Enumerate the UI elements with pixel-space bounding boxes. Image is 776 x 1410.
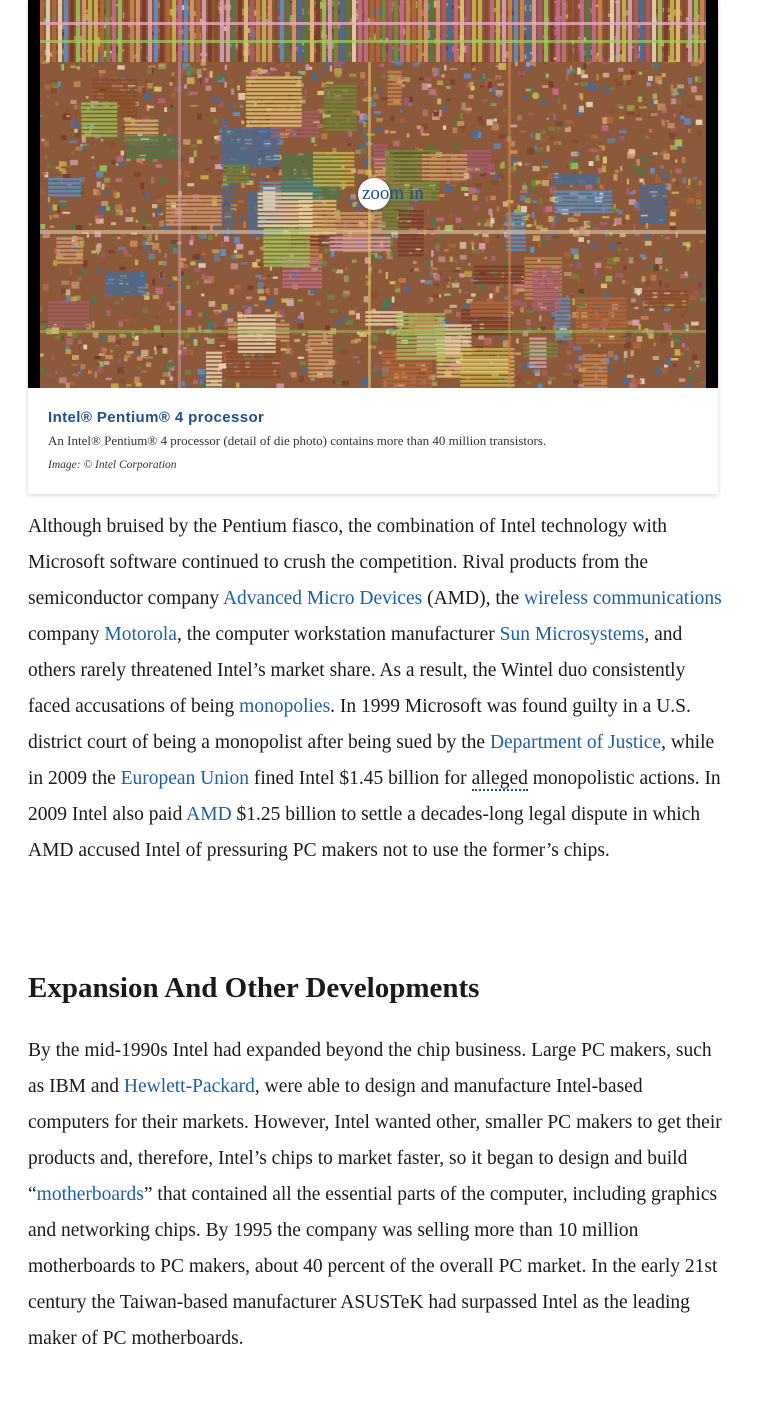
text-run: monopolistic actions. In 2009 Intel also paid [28, 768, 721, 825]
text-run: , while in 2009 the [28, 732, 715, 789]
article-paragraph-2 [28, 1033, 728, 1357]
link-department-of-justice[interactable]: Department of Justice [489, 732, 662, 753]
text-run: fined Intel $1.45 billion for [248, 768, 472, 789]
text-run: By the mid-1990s Intel had expanded beyond the chip business. Large PC makers, such as IBM and [28, 1040, 712, 1097]
zoom-in-label[interactable]: zoom in [362, 183, 424, 204]
link-hewlett-packard[interactable]: Hewlett-Packard [123, 1076, 255, 1097]
figure-caption [48, 408, 698, 476]
text-run: Although bruised by the Pentium fiasco, the combination of Intel technology with Microsoft software continued to crush the competition. Rival products from the semiconductor company [28, 516, 668, 609]
text-run: ” that contained all the essential parts of the computer, including graphics and networking chips. By 1995 the company was selling more than 10 million motherboards to PC makers, about 40 percent of the overall PC market. In the early 21st century the Taiwan-based manufacturer ASUSTeK had surpassed Intel as the leading maker of PC motherboards. [28, 1184, 718, 1349]
caption-title: Intel® Pentium® 4 processor [48, 409, 265, 426]
text-run: company [28, 624, 105, 645]
text-run: , were able to design and manufacture Intel-based computers for their markets. However, Intel wanted other, smaller PC makers to get their products and, therefore, Intel’s chips to market faster, so it began to design and build “ [28, 1076, 722, 1205]
text-run: . In 1999 Microsoft was found guilty in a U.S. district court of being a monopolist after being sued by the [28, 696, 691, 753]
link-amd[interactable]: AMD [186, 804, 232, 825]
link-monopolies[interactable]: monopolies [239, 696, 331, 717]
text-run: $1.25 billion to settle a decades-long legal dispute in which AMD accused Intel of pressuring PC makers not to use the former’s chips. [28, 804, 701, 861]
caption-text: An Intel® Pentium® 4 processor (detail of die photo) contains more than 40 million transistors. [48, 433, 547, 448]
link-motherboards[interactable]: motherboards [36, 1184, 144, 1205]
image-figure [28, 0, 718, 494]
article-paragraph-1 [28, 509, 728, 869]
link-advanced-micro-devices[interactable]: Advanced Micro Devices [222, 588, 423, 609]
section-heading: Expansion And Other Developments [28, 972, 480, 1004]
link-sun-microsystems[interactable]: Sun Microsystems [499, 624, 645, 645]
link-wireless-communications[interactable]: wireless communications [524, 588, 722, 609]
text-run: (AMD), the [422, 588, 525, 609]
text-run: , the computer workstation manufacturer [176, 624, 500, 645]
term-alleged[interactable]: alleged [471, 768, 528, 789]
link-european-union[interactable]: European Union [120, 768, 249, 789]
text-run: , and others rarely threatened Intel’s market share. As a result, the Wintel duo consistently faced accusations of being [28, 624, 686, 717]
image-credit: Image: © Intel Corporation [48, 459, 177, 471]
link-motorola[interactable]: Motorola [104, 624, 177, 645]
